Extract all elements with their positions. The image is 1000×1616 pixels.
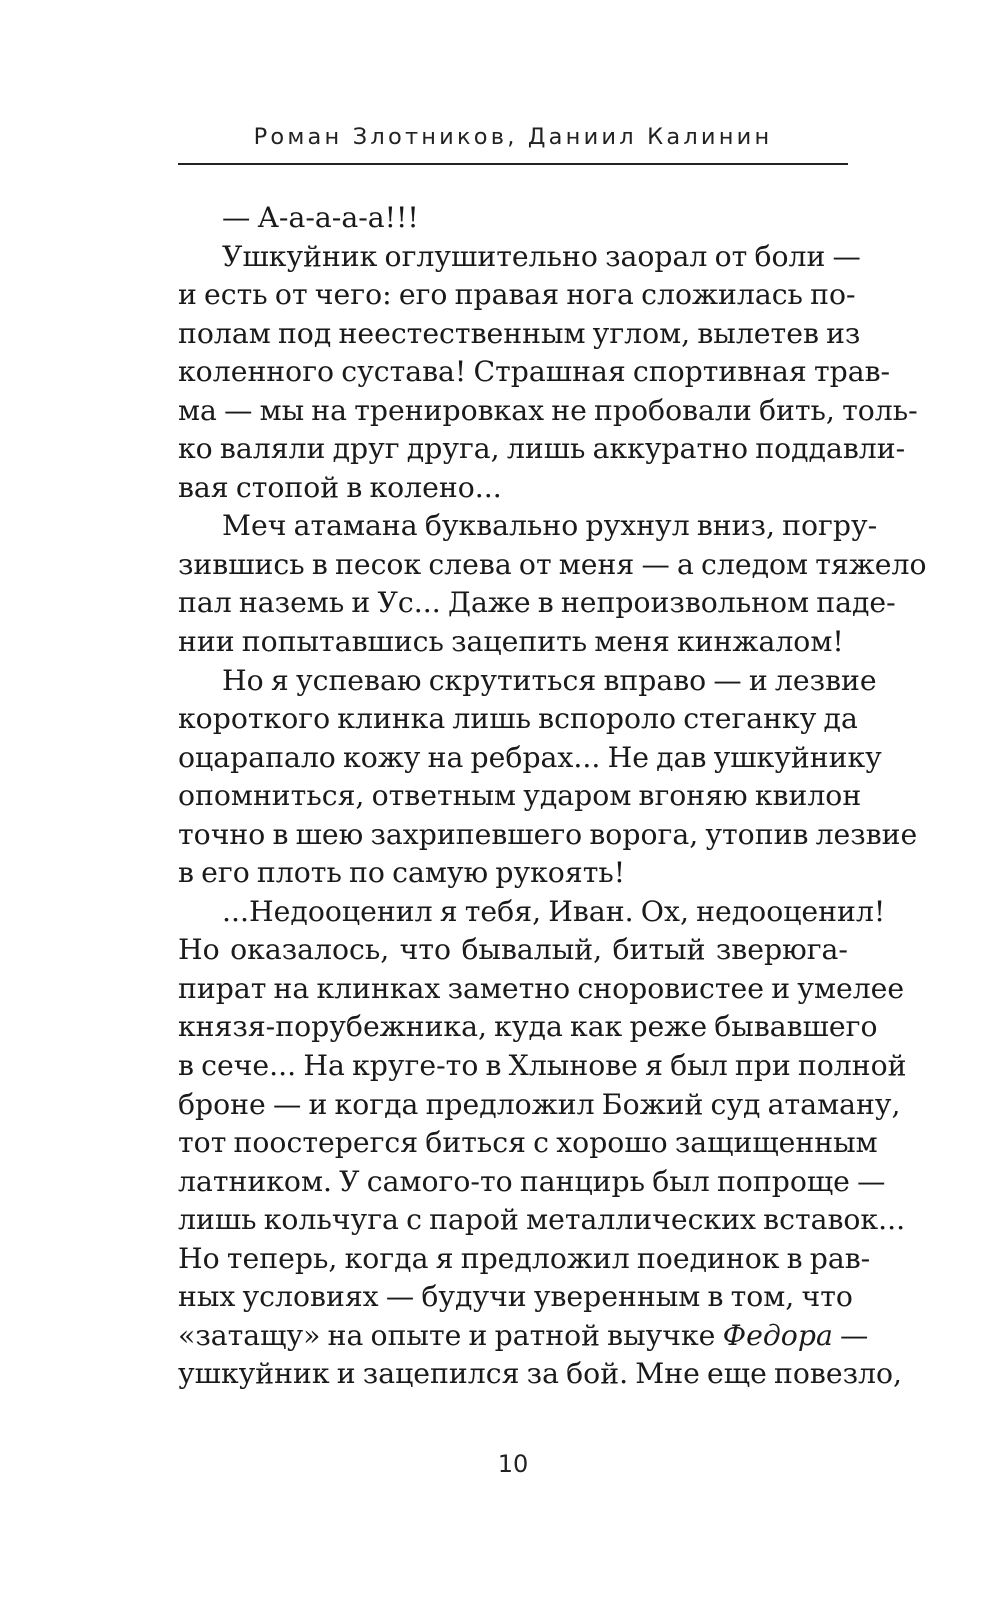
text-line: Но оказалось, что бывалый, битый зверюга- [178, 933, 848, 967]
text-line: зившись в песок слева от меня — а следом тяжело [178, 547, 927, 581]
text-line: коленного сустава! Страшная спортивная трав- [178, 355, 891, 389]
text-line: лишь кольчуга с парой металлических вставок... [178, 1203, 906, 1237]
page-number: 10 [497, 1450, 529, 1478]
text-line-with-italic [178, 1317, 869, 1356]
text-line: вая стопой в колено... [178, 470, 502, 504]
text-line: ушкуйник и зацепился за бой. Мне еще повезло, [178, 1357, 903, 1391]
line-30-end: — [832, 1318, 869, 1352]
text-line: броне — и когда предложил Божий суд атаману, [178, 1087, 901, 1121]
text-line: полам под неестественным углом, вылетев из [178, 316, 861, 350]
text-line: — А-а-а-а-а!!! [222, 201, 419, 234]
text-line: пират на клинках заметно сноровистее и умелее [178, 971, 905, 1005]
text-line: ...Недооценил я тебя, Иван. Ох, недооценил! [222, 894, 886, 928]
text-line: в сече... На круге-то в Хлынове я был при полной [178, 1049, 907, 1083]
text-line: князя-порубежника, куда как реже бывавшего [178, 1010, 878, 1044]
text-line: ных условиях — будучи уверенным в том, что [178, 1280, 853, 1314]
text-line: пал наземь и Ус... Даже в непроизвольном паде- [178, 586, 896, 620]
body-text [178, 199, 927, 1394]
text-line: нии попытавшись зацепить меня кинжалом! [178, 625, 844, 659]
text-line: Но теперь, когда я предложил поединок в рав- [178, 1241, 871, 1275]
text-line: тот поостерегся биться с хорошо защищенным [178, 1126, 878, 1160]
text-line: Меч атамана буквально рухнул вниз, погру- [222, 509, 878, 543]
text-line: латником. У самого-то панцирь был попроще — [178, 1164, 886, 1198]
text-line: ма — мы на тренировках не пробовали бить, толь- [178, 393, 918, 427]
text-line: и есть от чего: его правая нога сложилась по- [178, 278, 856, 312]
text-line: Ушкуйник оглушительно заорал от боли — [222, 239, 861, 273]
italic-name: Федора [722, 1318, 833, 1352]
text-line: оцарапало кожу на ребрах... Не дав ушкуйнику [178, 740, 882, 774]
text-line: ко валяли друг друга, лишь аккуратно поддавли- [178, 432, 906, 466]
text-line: в его плоть по самую рукоять! [178, 856, 626, 890]
text-line: опомниться, ответным ударом вгоняю квилон [178, 779, 862, 813]
header-rule [178, 163, 848, 165]
text-line: короткого клинка лишь вспороло стеганку да [178, 702, 858, 736]
running-head: Роман Злотников, Даниил Калинин [253, 124, 773, 150]
line-30-start: «затащу» на опыте и ратной выучке [178, 1318, 723, 1352]
text-line: Но я успеваю скрутиться вправо — и лезвие [222, 663, 877, 697]
text-line: точно в шею захрипевшего ворога, утопив лезвие [178, 817, 918, 851]
